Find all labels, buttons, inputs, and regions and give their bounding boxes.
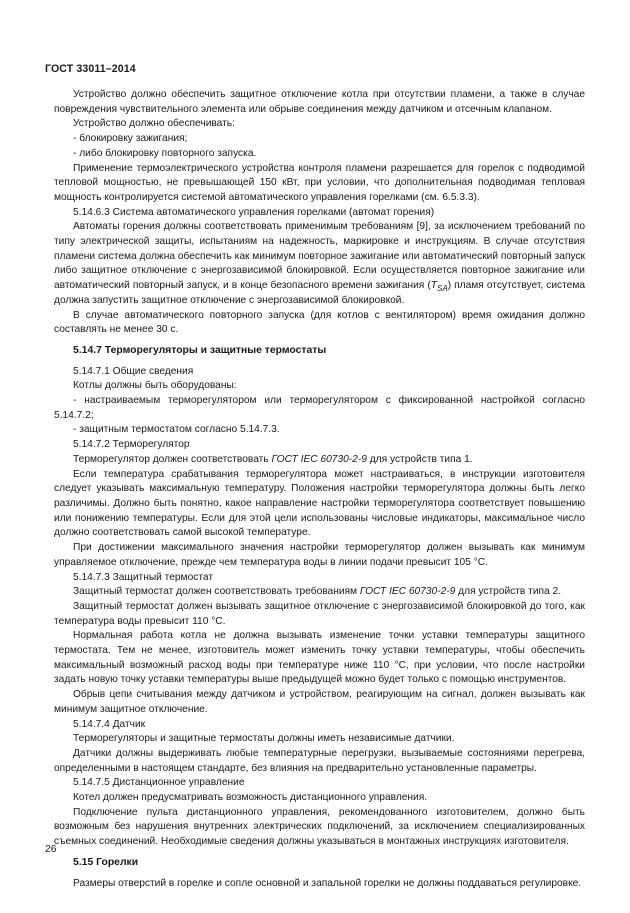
paragraph: Устройство должно обеспечивать: xyxy=(73,118,235,130)
text-run: Автоматы горения должны соответствовать применимым требованиям [9], за исключением требований по типу электрической защиты, испытаниям на надежность, маркировке и инструкциям. В случае отсутствия пламени система должна обеспечить как минимум повторное зажигание или автоматический повторный запуск либо защитное отключение с энергозависимой блокировкой. Если осуществляется повторное зажигание или автоматический повторный запуск, и в конце безопасного времени зажигания ( xyxy=(54,221,585,292)
paragraph: Котлы должны быть оборудованы: xyxy=(73,380,237,392)
paragraph xyxy=(54,585,585,600)
standard-reference: ГОСТ IEC 60730-2-9 xyxy=(359,586,456,598)
standard-reference: ГОСТ IEC 60730-2-9 xyxy=(271,453,367,465)
section-heading: 5.14.7 Терморегуляторы и защитные термостаты xyxy=(73,344,327,356)
clause-title: 5.14.6.3 Система автоматического управления горелками (автомат горения) xyxy=(73,206,435,218)
symbol-subscript: SA xyxy=(437,284,448,294)
paragraph: Датчики должны выдерживать любые температурные перегрузки, вызываемые состояниями перегрева, определенными в настоящем стандарте, без влияния на предварительно установленные параметры. xyxy=(54,747,585,774)
text-run: для устройств типа 1. xyxy=(366,453,473,465)
paragraph: При достижении максимального значения настройки терморегулятор должен вызывать как минимум управляемое отключение, прежде чем температура воды в линии подачи превысит 105 °С. xyxy=(54,542,585,568)
document-header: ГОСТ 33011–2014 xyxy=(45,63,136,75)
paragraph xyxy=(54,453,585,468)
clause-title: 5.14.7.4 Датчик xyxy=(73,718,146,730)
paragraph xyxy=(54,220,585,308)
paragraph: Терморегуляторы и защитные термостаты должны иметь независимые датчики. xyxy=(73,733,455,745)
paragraph: В случае автоматического повторного запуска (для котлов с вентилятором) время ожидания должно составлять не менее 30 с. xyxy=(54,309,585,336)
page-number: 26 xyxy=(45,844,57,855)
text-run: Терморегулятор должен соответствовать xyxy=(73,453,272,465)
text-run: ) пламя отсутствует, система должна запустить защитное отключение с энергозависимой блокировкой. xyxy=(54,280,585,306)
clause-title: 5.14.7.1 Общие сведения xyxy=(73,365,194,377)
paragraph: Обрыв цепи считывания между датчиком и устройством, реагирующим на сигнал, должен вызывать как минимум защитное отключение. xyxy=(54,689,585,715)
paragraph: Устройство должно обеспечить защитное отключение котла при отсутствии пламени, а также в случае повреждения чувствительного элемента или обрыве соединения между датчиком и отсечным клапаном. xyxy=(54,89,585,115)
paragraph: Нормальная работа котла не должна вызывать изменение точки уставки температуры защитного термостата. Тем не менее, изготовитель может изменить точку уставки температуры, чтобы обеспечить максимальный возможный расход воды при температуре ниже 110 °С, при условии, что после настройки задать новую точку уставки температуры выше предыдущей можно будет только с помощью инструментов. xyxy=(54,630,585,686)
text-run: для устройств типа 2. xyxy=(455,586,562,598)
text-run: Защитный термостат должен соответствовать требованиям xyxy=(73,586,360,598)
symbol-t: T xyxy=(430,280,438,292)
paragraph: Защитный термостат должен вызывать защитное отключение с энергозависимой блокировкой до того, как температура воды превысит 110 °С. xyxy=(54,600,585,627)
paragraph: Применение термоэлектрического устройства контроля пламени разрешается для горелок с подводимой тепловой мощностью, не превышающей 150 кВт, при условии, что дополнительная подводимая тепловая мощность контролируется системой автоматического управления горелками (см. 6.5.3.3). xyxy=(54,162,585,203)
list-item: - защитным термостатом согласно 5.14.7.3. xyxy=(73,424,280,436)
document-body xyxy=(54,88,585,891)
paragraph: Подключение пульта дистанционного управления, рекомендованного изготовителем, должно быть возможным без нарушения внутренних электрических подключений, за исключением специализированных съемных соединений. Необходимые сведения должны указываться в монтажных инструкциях изготовителя. xyxy=(54,806,585,848)
clause-title: 5.14.7.3 Защитный термостат xyxy=(73,571,213,583)
section-heading: 5.15 Горелки xyxy=(73,856,139,868)
paragraph: Если температура срабатывания терморегулятора может настраиваться, в инструкции изготовителя следует указывать максимальную температуру. Положения настройки терморегулятора должны быть легко различимы. Должно быть понятно, какое направление настройки терморегулятора соответствует повышению или понижению температуры. Если для этой цели использованы числовые индикаторы, максимальное число должно соответствовать самой высокой температуре. xyxy=(54,468,585,539)
paragraph: Размеры отверстий в горелке и сопле основной и запальной горелки не должны поддаваться регулировке. xyxy=(73,877,582,889)
clause-title: 5.14.7.2 Терморегулятор xyxy=(73,439,190,451)
list-item: - блокировку зажигания; xyxy=(73,133,188,145)
list-item: - настраиваемым терморегулятором или терморегулятором с фиксированной настройкой согласно 5.14.7.2; xyxy=(54,395,585,421)
list-item: - либо блокировку повторного запуска. xyxy=(73,147,257,159)
clause-title: 5.14.7.5 Дистанционное управление xyxy=(73,777,245,789)
paragraph: Котел должен предусматривать возможность дистанционного управления. xyxy=(73,792,428,804)
